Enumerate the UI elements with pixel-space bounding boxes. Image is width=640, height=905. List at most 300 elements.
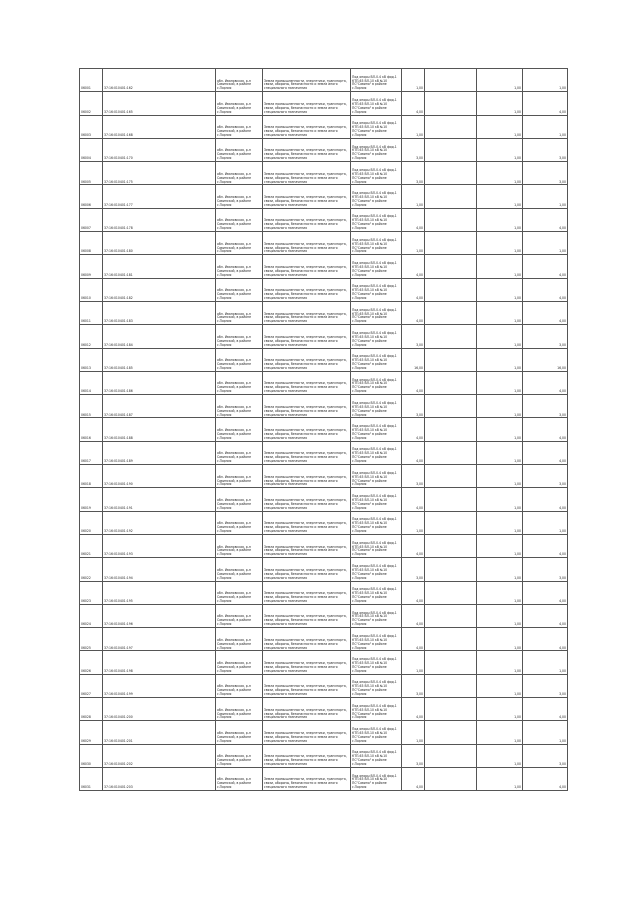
row-id-cell: 06019 — [80, 488, 103, 511]
area-cell: 1,00 — [402, 232, 425, 255]
empty-cell — [425, 278, 477, 301]
area-cell: 3,00 — [402, 325, 425, 348]
table-row — [80, 651, 568, 674]
row-id-cell: 06018 — [80, 465, 103, 488]
rate-cell: 1,00 — [477, 255, 523, 278]
cadastral-number-cell: 37:16:010401:175 — [103, 162, 216, 185]
sum-cell: 4,00 — [523, 441, 568, 464]
land-category-cell: Земли промышленности, энергетики, транспорта, связи, обороны, безопасности и земли иного специального назначения — [263, 185, 351, 208]
rate-cell: 1,00 — [477, 138, 523, 161]
row-id-cell: 06010 — [80, 278, 103, 301]
cadastral-number-cell: 37:16:010401:181 — [103, 255, 216, 278]
area-cell: 3,00 — [402, 674, 425, 697]
cadastral-number-cell: 37:16:010401:183 — [103, 301, 216, 324]
purpose-cell: Под опоры ВЛ-0.4 кВ фид.1 КТП-63 ВЛ-10 кВ №10 ПС"Савино" в районе с.Порзия — [351, 604, 402, 627]
land-category-cell: Земли промышленности, энергетики, транспорта, связи, обороны, безопасности и земли иного специального назначения — [263, 488, 351, 511]
purpose-cell: Под опоры ВЛ-0.4 кВ фид.1 КТП-63 ВЛ-10 кВ №10 ПС"Савино" в районе с.Порзия — [351, 69, 402, 92]
empty-cell — [425, 674, 477, 697]
area-cell: 1,00 — [402, 651, 425, 674]
area-cell: 1,00 — [402, 115, 425, 138]
address-cell: обл. Ивановская, р-н Савинский, в районе с.Порзия — [216, 534, 263, 557]
area-cell: 3,00 — [402, 138, 425, 161]
cadastral-number-cell: 37:16:010401:198 — [103, 651, 216, 674]
empty-cell — [425, 255, 477, 278]
empty-cell — [425, 418, 477, 441]
row-id-cell: 06001 — [80, 69, 103, 92]
address-cell: обл. Ивановская, р-н Савинский, в районе с.Порзия — [216, 628, 263, 651]
purpose-cell: Под опоры ВЛ-0.4 кВ фид.1 КТП-63 ВЛ-10 кВ №10 ПС"Савино" в районе с.Порзия — [351, 767, 402, 790]
sum-cell: 3,00 — [523, 674, 568, 697]
empty-cell — [425, 721, 477, 744]
land-category-cell: Земли промышленности, энергетики, транспорта, связи, обороны, безопасности и земли иного специального назначения — [263, 441, 351, 464]
land-category-cell: Земли промышленности, энергетики, транспорта, связи, обороны, безопасности и земли иного специального назначения — [263, 698, 351, 721]
empty-cell — [425, 744, 477, 767]
empty-cell — [425, 185, 477, 208]
table-row — [80, 69, 568, 92]
purpose-cell: Под опоры ВЛ-0.4 кВ фид.1 КТП-63 ВЛ-10 кВ №10 ПС"Савино" в районе с.Порзия — [351, 395, 402, 418]
empty-cell — [425, 92, 477, 115]
table-row — [80, 325, 568, 348]
address-cell: обл. Ивановская, р-н Савинский, в районе с.Порзия — [216, 371, 263, 394]
purpose-cell: Под опоры ВЛ-0.4 кВ фид.1 КТП-63 ВЛ-10 кВ №10 ПС"Савино" в районе с.Порзия — [351, 418, 402, 441]
table-row — [80, 767, 568, 790]
purpose-cell: Под опоры ВЛ-0.4 кВ фид.1 КТП-63 ВЛ-10 кВ №10 ПС"Савино" в районе с.Порзия — [351, 488, 402, 511]
rate-cell: 1,00 — [477, 395, 523, 418]
address-cell: обл. Ивановская, р-н Савинский, в районе с.Порзия — [216, 92, 263, 115]
area-cell: 1,00 — [402, 511, 425, 534]
empty-cell — [425, 651, 477, 674]
area-cell: 3,00 — [402, 162, 425, 185]
purpose-cell: Под опоры ВЛ-0.4 кВ фид.1 КТП-63 ВЛ-10 кВ №10 ПС"Савино" в районе с.Порзия — [351, 92, 402, 115]
table-row — [80, 628, 568, 651]
address-cell: обл. Ивановская, р-н Савинский, в районе с.Порзия — [216, 721, 263, 744]
cadastral-number-cell: 37:16:010401:188 — [103, 418, 216, 441]
address-cell: обл. Ивановская, р-н Савинский, в районе с.Порзия — [216, 208, 263, 231]
rate-cell: 1,00 — [477, 604, 523, 627]
address-cell: обл. Ивановская, р-н Савинский, в районе с.Порзия — [216, 651, 263, 674]
address-cell: обл. Ивановская, р-н Савинский, в районе с.Порзия — [216, 767, 263, 790]
address-cell: обл. Ивановская, р-н Савинский, в районе с.Порзия — [216, 69, 263, 92]
rate-cell: 1,00 — [477, 465, 523, 488]
table-row — [80, 418, 568, 441]
land-category-cell: Земли промышленности, энергетики, транспорта, связи, обороны, безопасности и земли иного специального назначения — [263, 558, 351, 581]
sum-cell: 4,00 — [523, 767, 568, 790]
area-cell: 3,00 — [402, 395, 425, 418]
sum-cell: 16,00 — [523, 348, 568, 371]
area-cell: 4,00 — [402, 581, 425, 604]
rate-cell: 1,00 — [477, 767, 523, 790]
area-cell: 4,00 — [402, 534, 425, 557]
land-category-cell: Земли промышленности, энергетики, транспорта, связи, обороны, безопасности и земли иного специального назначения — [263, 138, 351, 161]
rate-cell: 1,00 — [477, 325, 523, 348]
land-category-cell: Земли промышленности, энергетики, транспорта, связи, обороны, безопасности и земли иного специального назначения — [263, 371, 351, 394]
empty-cell — [425, 138, 477, 161]
table-row — [80, 371, 568, 394]
sum-cell: 4,00 — [523, 534, 568, 557]
cadastral-number-cell: 37:16:010401:191 — [103, 488, 216, 511]
empty-cell — [425, 115, 477, 138]
address-cell: обл. Ивановская, р-н Савинский, в районе с.Порзия — [216, 581, 263, 604]
row-id-cell: 06024 — [80, 604, 103, 627]
cadastral-number-cell: 37:16:010401:162 — [103, 69, 216, 92]
land-category-cell: Земли промышленности, энергетики, транспорта, связи, обороны, безопасности и земли иного специального назначения — [263, 418, 351, 441]
area-cell: 4,00 — [402, 278, 425, 301]
sum-cell: 1,00 — [523, 651, 568, 674]
address-cell: обл. Ивановская, р-н Савинский, в районе с.Порзия — [216, 744, 263, 767]
row-id-cell: 06020 — [80, 511, 103, 534]
rate-cell: 1,00 — [477, 674, 523, 697]
rate-cell: 1,00 — [477, 628, 523, 651]
purpose-cell: Под опоры ВЛ-0.4 кВ фид.1 КТП-63 ВЛ-10 кВ №10 ПС"Савино" в районе с.Порзия — [351, 465, 402, 488]
cadastral-number-cell: 37:16:010401:170 — [103, 138, 216, 161]
rate-cell: 1,00 — [477, 301, 523, 324]
table-row — [80, 698, 568, 721]
row-id-cell: 06030 — [80, 744, 103, 767]
empty-cell — [425, 348, 477, 371]
sum-cell: 4,00 — [523, 604, 568, 627]
area-cell: 4,00 — [402, 371, 425, 394]
empty-cell — [425, 301, 477, 324]
land-category-cell: Земли промышленности, энергетики, транспорта, связи, обороны, безопасности и земли иного специального назначения — [263, 465, 351, 488]
row-id-cell: 06031 — [80, 767, 103, 790]
empty-cell — [425, 698, 477, 721]
cadastral-number-cell: 37:16:010401:196 — [103, 604, 216, 627]
purpose-cell: Под опоры ВЛ-0.4 кВ фид.1 КТП-63 ВЛ-10 кВ №10 ПС"Савино" в районе с.Порзия — [351, 278, 402, 301]
purpose-cell: Под опоры ВЛ-0.4 кВ фид.1 КТП-63 ВЛ-10 кВ №10 ПС"Савино" в районе с.Порзия — [351, 162, 402, 185]
row-id-cell: 06013 — [80, 348, 103, 371]
area-cell: 16,00 — [402, 348, 425, 371]
sum-cell: 4,00 — [523, 301, 568, 324]
row-id-cell: 06012 — [80, 325, 103, 348]
empty-cell — [425, 208, 477, 231]
purpose-cell: Под опоры ВЛ-0.4 кВ фид.1 КТП-63 ВЛ-10 кВ №10 ПС"Савино" в районе с.Порзия — [351, 301, 402, 324]
empty-cell — [425, 628, 477, 651]
area-cell: 4,00 — [402, 208, 425, 231]
area-cell: 4,00 — [402, 441, 425, 464]
address-cell: обл. Ивановская, р-н Савинский, в районе с.Порзия — [216, 348, 263, 371]
rate-cell: 1,00 — [477, 69, 523, 92]
row-id-cell: 06027 — [80, 674, 103, 697]
table-row — [80, 721, 568, 744]
address-cell: обл. Ивановская, р-н Савинский, в районе с.Порзия — [216, 325, 263, 348]
rate-cell: 1,00 — [477, 698, 523, 721]
land-plots-table — [79, 68, 568, 791]
rate-cell: 1,00 — [477, 115, 523, 138]
area-cell: 4,00 — [402, 604, 425, 627]
address-cell: обл. Ивановская, р-н Савинский, в районе с.Порзия — [216, 558, 263, 581]
sum-cell: 4,00 — [523, 698, 568, 721]
row-id-cell: 06003 — [80, 115, 103, 138]
empty-cell — [425, 488, 477, 511]
row-id-cell: 06028 — [80, 698, 103, 721]
area-cell: 4,00 — [402, 628, 425, 651]
address-cell: обл. Ивановская, р-н Савинский, в районе с.Порзия — [216, 395, 263, 418]
address-cell: обл. Ивановская, р-н Савинский, в районе с.Порзия — [216, 278, 263, 301]
rate-cell: 1,00 — [477, 185, 523, 208]
table-row — [80, 465, 568, 488]
table-row — [80, 208, 568, 231]
purpose-cell: Под опоры ВЛ-0.4 кВ фид.1 КТП-63 ВЛ-10 кВ №10 ПС"Савино" в районе с.Порзия — [351, 651, 402, 674]
cadastral-number-cell: 37:16:010401:193 — [103, 534, 216, 557]
rate-cell: 1,00 — [477, 418, 523, 441]
address-cell: обл. Ивановская, р-н Савинский, в районе с.Порзия — [216, 465, 263, 488]
rate-cell: 1,00 — [477, 744, 523, 767]
land-category-cell: Земли промышленности, энергетики, транспорта, связи, обороны, безопасности и земли иного специального назначения — [263, 604, 351, 627]
purpose-cell: Под опоры ВЛ-0.4 кВ фид.1 КТП-63 ВЛ-10 кВ №10 ПС"Савино" в районе с.Порзия — [351, 441, 402, 464]
empty-cell — [425, 511, 477, 534]
address-cell: обл. Ивановская, р-н Савинский, в районе с.Порзия — [216, 162, 263, 185]
table-row — [80, 441, 568, 464]
cadastral-number-cell: 37:16:010401:182 — [103, 278, 216, 301]
row-id-cell: 06014 — [80, 371, 103, 394]
purpose-cell: Под опоры ВЛ-0.4 кВ фид.1 КТП-63 ВЛ-10 кВ №10 ПС"Савино" в районе с.Порзия — [351, 581, 402, 604]
sum-cell: 4,00 — [523, 581, 568, 604]
purpose-cell: Под опоры ВЛ-0.4 кВ фид.1 КТП-63 ВЛ-10 кВ №10 ПС"Савино" в районе с.Порзия — [351, 115, 402, 138]
row-id-cell: 06011 — [80, 301, 103, 324]
cadastral-number-cell: 37:16:010401:177 — [103, 185, 216, 208]
land-category-cell: Земли промышленности, энергетики, транспорта, связи, обороны, безопасности и земли иного специального назначения — [263, 115, 351, 138]
empty-cell — [425, 69, 477, 92]
rate-cell: 1,00 — [477, 558, 523, 581]
table-row — [80, 138, 568, 161]
table-row — [80, 232, 568, 255]
purpose-cell: Под опоры ВЛ-0.4 кВ фид.1 КТП-63 ВЛ-10 кВ №10 ПС"Савино" в районе с.Порзия — [351, 698, 402, 721]
purpose-cell: Под опоры ВЛ-0.4 кВ фид.1 КТП-63 ВЛ-10 кВ №10 ПС"Савино" в районе с.Порзия — [351, 255, 402, 278]
land-category-cell: Земли промышленности, энергетики, транспорта, связи, обороны, безопасности и земли иного специального назначения — [263, 651, 351, 674]
address-cell: обл. Ивановская, р-н Савинский, в районе с.Порзия — [216, 255, 263, 278]
rate-cell: 1,00 — [477, 441, 523, 464]
empty-cell — [425, 604, 477, 627]
row-id-cell: 06015 — [80, 395, 103, 418]
sum-cell: 3,00 — [523, 138, 568, 161]
cadastral-number-cell: 37:16:010401:203 — [103, 767, 216, 790]
cadastral-number-cell: 37:16:010401:195 — [103, 581, 216, 604]
row-id-cell: 06002 — [80, 92, 103, 115]
land-category-cell: Земли промышленности, энергетики, транспорта, связи, обороны, безопасности и земли иного специального назначения — [263, 534, 351, 557]
purpose-cell: Под опоры ВЛ-0.4 кВ фид.1 КТП-63 ВЛ-10 кВ №10 ПС"Савино" в районе с.Порзия — [351, 744, 402, 767]
land-category-cell: Земли промышленности, энергетики, транспорта, связи, обороны, безопасности и земли иного специального назначения — [263, 348, 351, 371]
purpose-cell: Под опоры ВЛ-0.4 кВ фид.1 КТП-63 ВЛ-10 кВ №10 ПС"Савино" в районе с.Порзия — [351, 185, 402, 208]
area-cell: 3,00 — [402, 465, 425, 488]
cadastral-number-cell: 37:16:010401:168 — [103, 115, 216, 138]
area-cell: 3,00 — [402, 744, 425, 767]
cadastral-number-cell: 37:16:010401:189 — [103, 441, 216, 464]
rate-cell: 1,00 — [477, 208, 523, 231]
rate-cell: 1,00 — [477, 721, 523, 744]
table-body — [80, 69, 568, 791]
purpose-cell: Под опоры ВЛ-0.4 кВ фид.1 КТП-63 ВЛ-10 кВ №10 ПС"Савино" в районе с.Порзия — [351, 138, 402, 161]
cadastral-number-cell: 37:16:010401:186 — [103, 371, 216, 394]
empty-cell — [425, 162, 477, 185]
area-cell: 3,00 — [402, 558, 425, 581]
table-row — [80, 581, 568, 604]
cadastral-number-cell: 37:16:010401:202 — [103, 744, 216, 767]
table-row — [80, 185, 568, 208]
sum-cell: 3,00 — [523, 395, 568, 418]
address-cell: обл. Ивановская, р-н Савинский, в районе с.Порзия — [216, 232, 263, 255]
rate-cell: 1,00 — [477, 92, 523, 115]
address-cell: обл. Ивановская, р-н Савинский, в районе с.Порзия — [216, 511, 263, 534]
rate-cell: 1,00 — [477, 511, 523, 534]
sum-cell: 3,00 — [523, 162, 568, 185]
sum-cell: 3,00 — [523, 465, 568, 488]
land-category-cell: Земли промышленности, энергетики, транспорта, связи, обороны, безопасности и земли иного специального назначения — [263, 162, 351, 185]
address-cell: обл. Ивановская, р-н Савинский, в районе с.Порзия — [216, 138, 263, 161]
purpose-cell: Под опоры ВЛ-0.4 кВ фид.1 КТП-63 ВЛ-10 кВ №10 ПС"Савино" в районе с.Порзия — [351, 674, 402, 697]
area-cell: 4,00 — [402, 767, 425, 790]
land-category-cell: Земли промышленности, энергетики, транспорта, связи, обороны, безопасности и земли иного специального назначения — [263, 92, 351, 115]
cadastral-number-cell: 37:16:010401:200 — [103, 698, 216, 721]
land-category-cell: Земли промышленности, энергетики, транспорта, связи, обороны, безопасности и земли иного специального назначения — [263, 255, 351, 278]
purpose-cell: Под опоры ВЛ-0.4 кВ фид.1 КТП-63 ВЛ-10 кВ №10 ПС"Савино" в районе с.Порзия — [351, 232, 402, 255]
address-cell: обл. Ивановская, р-н Савинский, в районе с.Порзия — [216, 301, 263, 324]
table-row — [80, 511, 568, 534]
empty-cell — [425, 325, 477, 348]
land-category-cell: Земли промышленности, энергетики, транспорта, связи, обороны, безопасности и земли иного специального назначения — [263, 744, 351, 767]
row-id-cell: 06009 — [80, 255, 103, 278]
rate-cell: 1,00 — [477, 232, 523, 255]
table-row — [80, 301, 568, 324]
sum-cell: 4,00 — [523, 92, 568, 115]
cadastral-number-cell: 37:16:010401:165 — [103, 92, 216, 115]
empty-cell — [425, 465, 477, 488]
cadastral-number-cell: 37:16:010401:197 — [103, 628, 216, 651]
address-cell: обл. Ивановская, р-н Савинский, в районе с.Порзия — [216, 698, 263, 721]
rate-cell: 1,00 — [477, 278, 523, 301]
sum-cell: 4,00 — [523, 488, 568, 511]
empty-cell — [425, 558, 477, 581]
empty-cell — [425, 767, 477, 790]
area-cell: 4,00 — [402, 418, 425, 441]
cadastral-number-cell: 37:16:010401:192 — [103, 511, 216, 534]
table-row — [80, 674, 568, 697]
table-row — [80, 255, 568, 278]
table-row — [80, 162, 568, 185]
purpose-cell: Под опоры ВЛ-0.4 кВ фид.1 КТП-63 ВЛ-10 кВ №10 ПС"Савино" в районе с.Порзия — [351, 558, 402, 581]
row-id-cell: 06026 — [80, 651, 103, 674]
address-cell: обл. Ивановская, р-н Савинский, в районе с.Порзия — [216, 115, 263, 138]
land-category-cell: Земли промышленности, энергетики, транспорта, связи, обороны, безопасности и земли иного специального назначения — [263, 674, 351, 697]
row-id-cell: 06025 — [80, 628, 103, 651]
row-id-cell: 06021 — [80, 534, 103, 557]
sum-cell: 1,00 — [523, 115, 568, 138]
rate-cell: 1,00 — [477, 348, 523, 371]
purpose-cell: Под опоры ВЛ-0.4 кВ фид.1 КТП-63 ВЛ-10 кВ №10 ПС"Савино" в районе с.Порзия — [351, 371, 402, 394]
empty-cell — [425, 232, 477, 255]
table-row — [80, 744, 568, 767]
row-id-cell: 06022 — [80, 558, 103, 581]
sum-cell: 3,00 — [523, 325, 568, 348]
purpose-cell: Под опоры ВЛ-0.4 кВ фид.1 КТП-63 ВЛ-10 кВ №10 ПС"Савино" в районе с.Порзия — [351, 721, 402, 744]
sum-cell: 3,00 — [523, 558, 568, 581]
row-id-cell: 06008 — [80, 232, 103, 255]
row-id-cell: 06004 — [80, 138, 103, 161]
rate-cell: 1,00 — [477, 488, 523, 511]
area-cell: 4,00 — [402, 255, 425, 278]
purpose-cell: Под опоры ВЛ-0.4 кВ фид.1 КТП-63 ВЛ-10 кВ №10 ПС"Савино" в районе с.Порзия — [351, 325, 402, 348]
rate-cell: 1,00 — [477, 651, 523, 674]
land-category-cell: Земли промышленности, энергетики, транспорта, связи, обороны, безопасности и земли иного специального назначения — [263, 721, 351, 744]
sum-cell: 3,00 — [523, 744, 568, 767]
row-id-cell: 06017 — [80, 441, 103, 464]
sum-cell: 4,00 — [523, 255, 568, 278]
purpose-cell: Под опоры ВЛ-0.4 кВ фид.1 КТП-63 ВЛ-10 кВ №10 ПС"Савино" в районе с.Порзия — [351, 348, 402, 371]
empty-cell — [425, 395, 477, 418]
cadastral-number-cell: 37:16:010401:184 — [103, 325, 216, 348]
land-category-cell: Земли промышленности, энергетики, транспорта, связи, обороны, безопасности и земли иного специального назначения — [263, 511, 351, 534]
table-row — [80, 604, 568, 627]
empty-cell — [425, 534, 477, 557]
land-category-cell: Земли промышленности, энергетики, транспорта, связи, обороны, безопасности и земли иного специального назначения — [263, 301, 351, 324]
sum-cell: 1,00 — [523, 232, 568, 255]
sum-cell: 4,00 — [523, 371, 568, 394]
area-cell: 4,00 — [402, 698, 425, 721]
sum-cell: 4,00 — [523, 628, 568, 651]
area-cell: 4,00 — [402, 92, 425, 115]
empty-cell — [425, 581, 477, 604]
row-id-cell: 06016 — [80, 418, 103, 441]
cadastral-number-cell: 37:16:010401:199 — [103, 674, 216, 697]
empty-cell — [425, 371, 477, 394]
land-category-cell: Земли промышленности, энергетики, транспорта, связи, обороны, безопасности и земли иного специального назначения — [263, 581, 351, 604]
land-category-cell: Земли промышленности, энергетики, транспорта, связи, обороны, безопасности и земли иного специального назначения — [263, 278, 351, 301]
area-cell: 1,00 — [402, 69, 425, 92]
address-cell: обл. Ивановская, р-н Савинский, в районе с.Порзия — [216, 418, 263, 441]
sum-cell: 1,00 — [523, 511, 568, 534]
row-id-cell: 06006 — [80, 185, 103, 208]
purpose-cell: Под опоры ВЛ-0.4 кВ фид.1 КТП-63 ВЛ-10 кВ №10 ПС"Савино" в районе с.Порзия — [351, 628, 402, 651]
address-cell: обл. Ивановская, р-н Савинский, в районе с.Порзия — [216, 674, 263, 697]
cadastral-number-cell: 37:16:010401:180 — [103, 232, 216, 255]
purpose-cell: Под опоры ВЛ-0.4 кВ фид.1 КТП-63 ВЛ-10 кВ №10 ПС"Савино" в районе с.Порзия — [351, 534, 402, 557]
table-row — [80, 395, 568, 418]
area-cell: 4,00 — [402, 301, 425, 324]
table-row — [80, 92, 568, 115]
sum-cell: 4,00 — [523, 278, 568, 301]
cadastral-number-cell: 37:16:010401:178 — [103, 208, 216, 231]
area-cell: 1,00 — [402, 721, 425, 744]
row-id-cell: 06007 — [80, 208, 103, 231]
land-category-cell: Земли промышленности, энергетики, транспорта, связи, обороны, безопасности и земли иного специального назначения — [263, 628, 351, 651]
cadastral-number-cell: 37:16:010401:187 — [103, 395, 216, 418]
purpose-cell: Под опоры ВЛ-0.4 кВ фид.1 КТП-63 ВЛ-10 кВ №10 ПС"Савино" в районе с.Порзия — [351, 511, 402, 534]
cadastral-number-cell: 37:16:010401:190 — [103, 465, 216, 488]
row-id-cell: 06029 — [80, 721, 103, 744]
land-category-cell: Земли промышленности, энергетики, транспорта, связи, обороны, безопасности и земли иного специального назначения — [263, 325, 351, 348]
sum-cell: 1,00 — [523, 185, 568, 208]
row-id-cell: 06023 — [80, 581, 103, 604]
empty-cell — [425, 441, 477, 464]
rate-cell: 1,00 — [477, 534, 523, 557]
land-category-cell: Земли промышленности, энергетики, транспорта, связи, обороны, безопасности и земли иного специального назначения — [263, 232, 351, 255]
address-cell: обл. Ивановская, р-н Савинский, в районе с.Порзия — [216, 185, 263, 208]
address-cell: обл. Ивановская, р-н Савинский, в районе с.Порзия — [216, 441, 263, 464]
table-row — [80, 278, 568, 301]
rate-cell: 1,00 — [477, 371, 523, 394]
cadastral-number-cell: 37:16:010401:194 — [103, 558, 216, 581]
cadastral-number-cell: 37:16:010401:185 — [103, 348, 216, 371]
land-category-cell: Земли промышленности, энергетики, транспорта, связи, обороны, безопасности и земли иного специального назначения — [263, 208, 351, 231]
table-row — [80, 558, 568, 581]
table-row — [80, 488, 568, 511]
sum-cell: 4,00 — [523, 208, 568, 231]
rate-cell: 1,00 — [477, 581, 523, 604]
sum-cell: 1,00 — [523, 721, 568, 744]
land-category-cell: Земли промышленности, энергетики, транспорта, связи, обороны, безопасности и земли иного специального назначения — [263, 69, 351, 92]
address-cell: обл. Ивановская, р-н Савинский, в районе с.Порзия — [216, 604, 263, 627]
land-category-cell: Земли промышленности, энергетики, транспорта, связи, обороны, безопасности и земли иного специального назначения — [263, 767, 351, 790]
sum-cell: 1,00 — [523, 69, 568, 92]
